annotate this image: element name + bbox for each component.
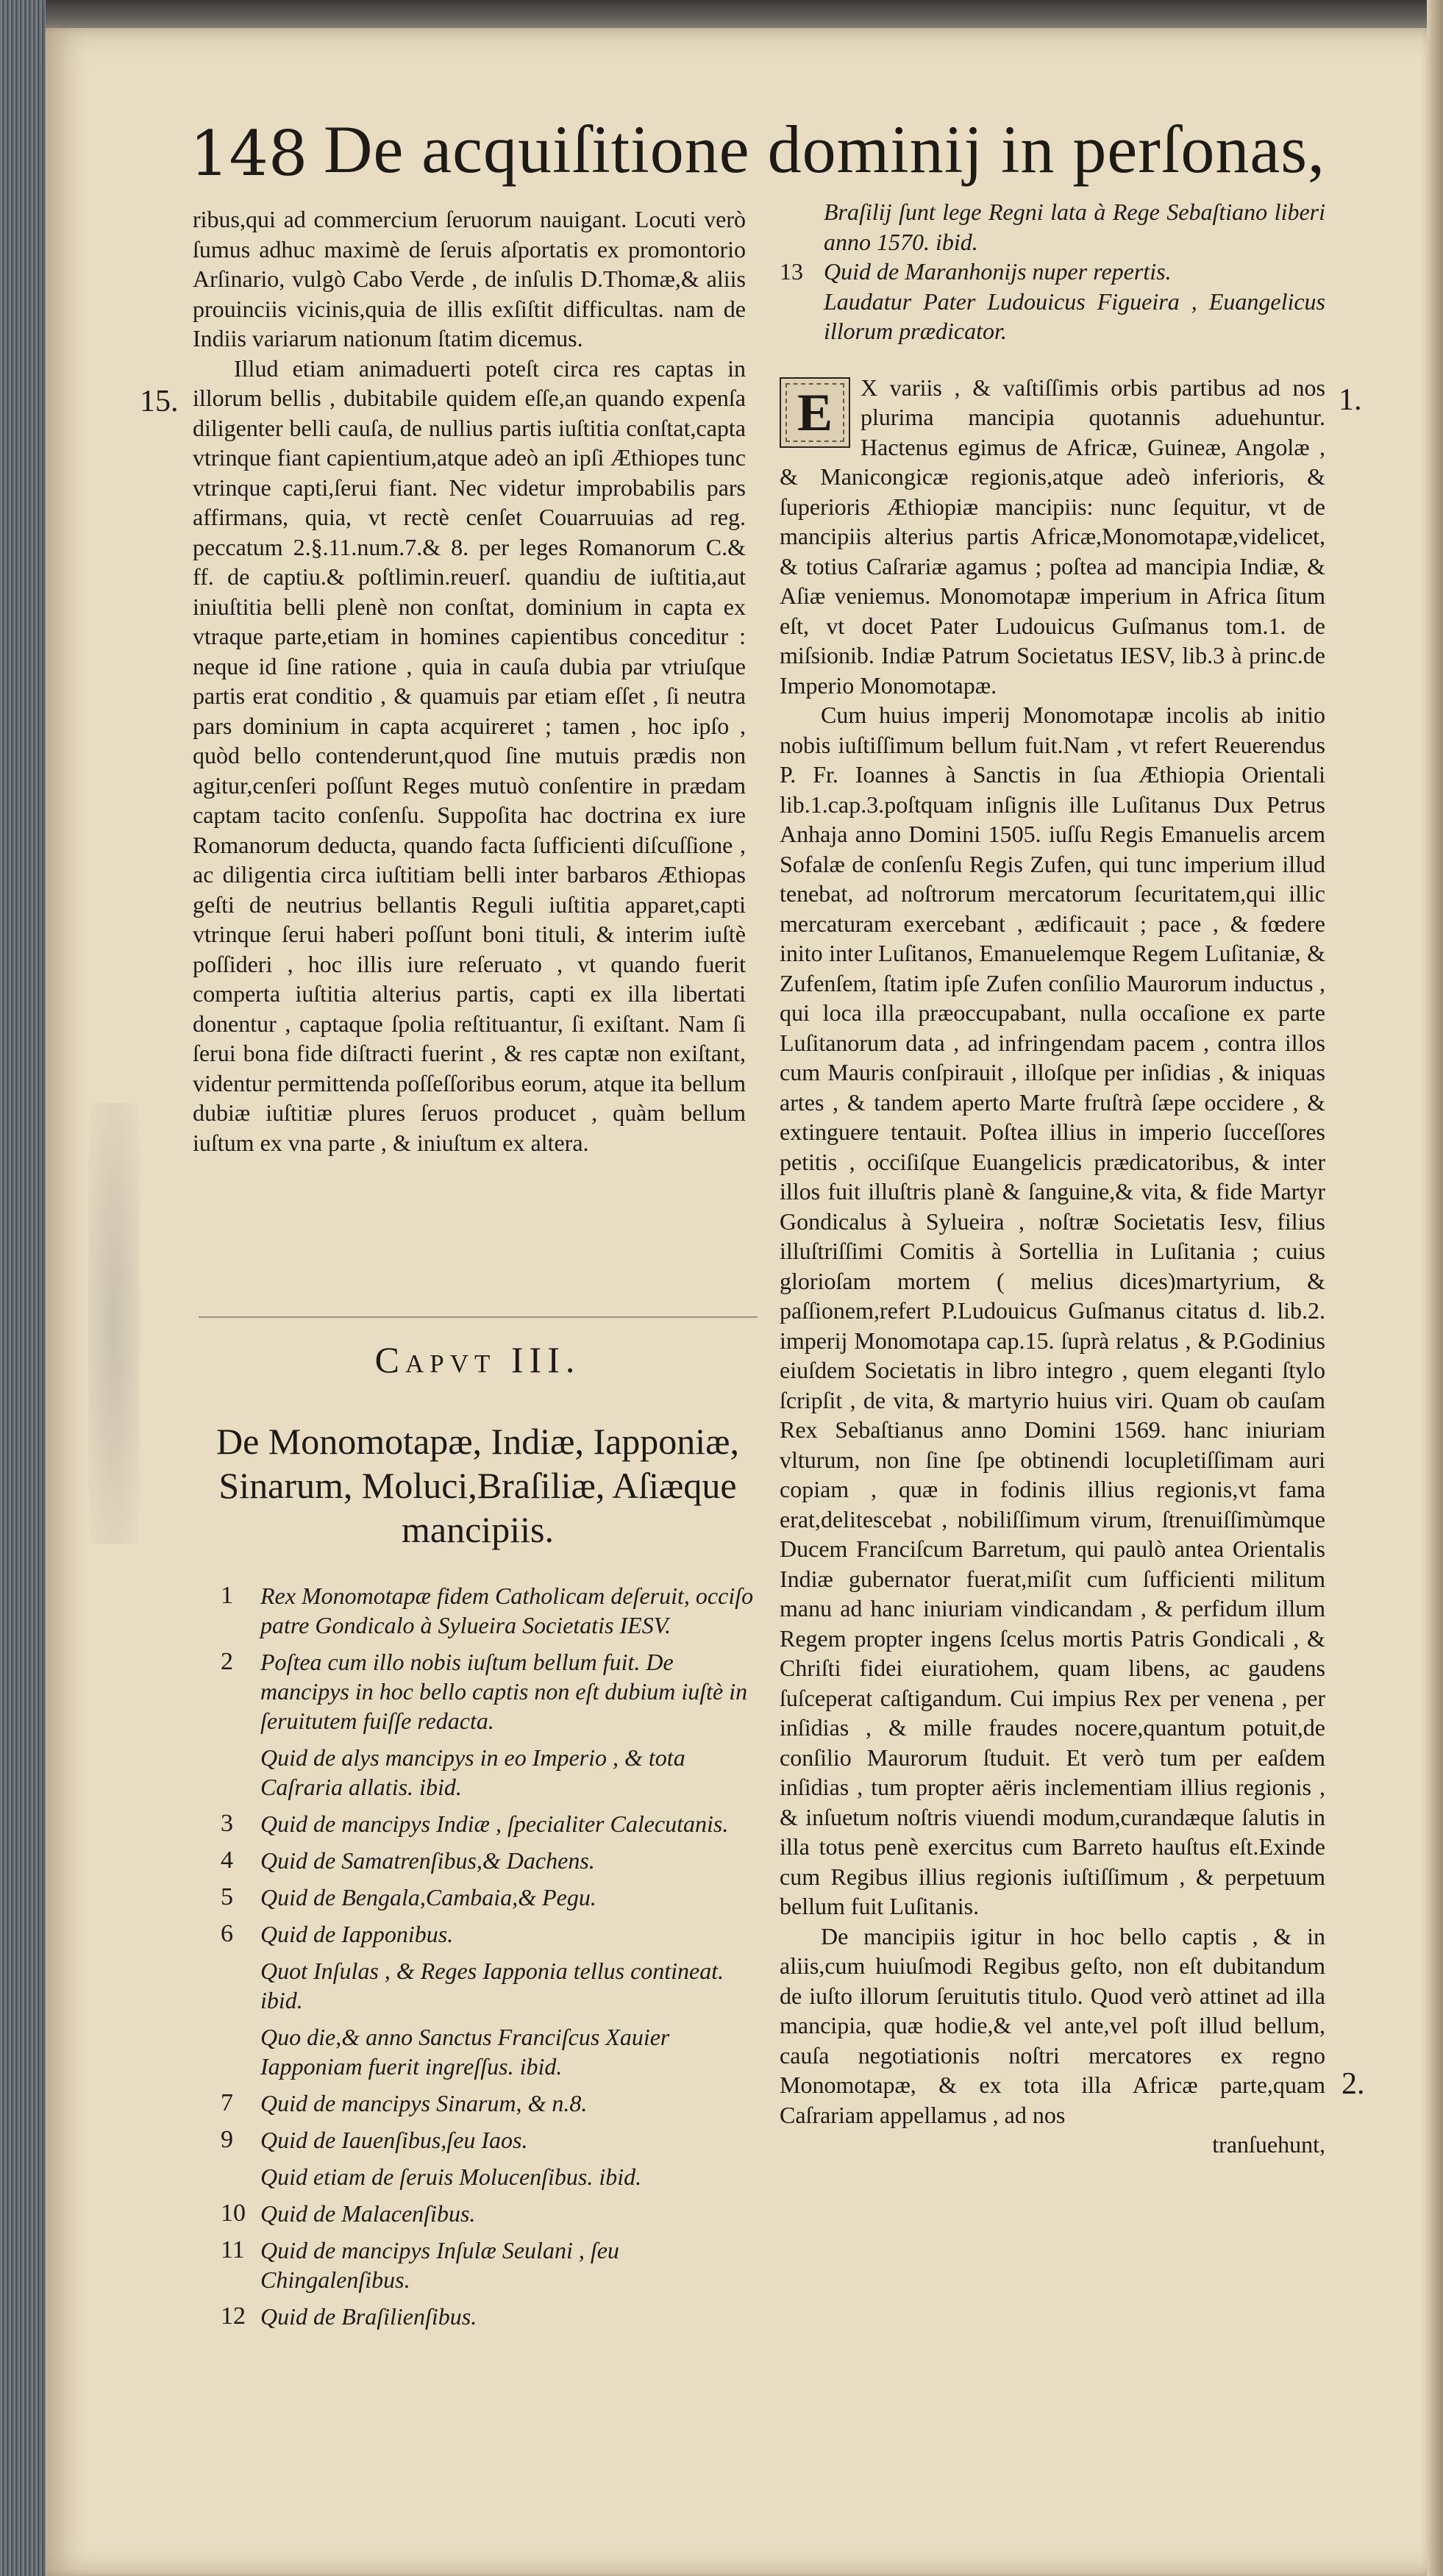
summary-number: 5 <box>221 1883 233 1910</box>
summary-item-13 <box>780 257 1325 287</box>
summary-number: 13 <box>780 258 803 285</box>
right-paragraph-1 <box>780 373 1325 701</box>
summary-number: 12 <box>221 2302 246 2330</box>
summary-number: 4 <box>221 1847 233 1874</box>
summary-item <box>193 1956 763 2015</box>
summary-text: Quid etiam de ſeruis Molucenſibus. ibid. <box>260 2163 642 2190</box>
summary-number: 9 <box>221 2126 233 2153</box>
summary-text: Quid de Braſilienſibus. <box>260 2303 477 2330</box>
summary-item <box>193 1919 763 1949</box>
summary-text: Quid de Malacenſibus. <box>260 2200 476 2227</box>
summary-text: Quid de Iapponibus. <box>260 1921 454 1947</box>
summary-number: 1 <box>221 1582 233 1609</box>
summary-item <box>193 1581 763 1640</box>
summary-item <box>193 2022 763 2081</box>
chapter-heading: Capvt III. <box>374 1339 581 1380</box>
margin-number-2: 2. <box>1342 2067 1365 2101</box>
chapter-block <box>193 1338 763 2338</box>
summary-item <box>193 2162 763 2191</box>
left-column <box>193 204 746 1157</box>
summary-text: Quid de mancipys Indiæ , ſpecialiter Calecutanis. <box>260 1810 729 1837</box>
chapter-divider <box>199 1316 758 1318</box>
book-fore-edge <box>0 0 46 2576</box>
page-stain <box>88 1103 140 1544</box>
chapter-summary-list <box>193 1581 763 2331</box>
page-right-shadow <box>1427 0 1443 2576</box>
left-paragraph-top: ribus,qui ad commercium ſeruorum nauigant. Locuti verò ſumus adhuc maximè de ſeruis aſportatis ex promontorio Arſinario, vulgò Cabo Verde , de inſulis D.Thomæ,& aliis prouinciis vicinis,quia de illis exſiſtit difficultas. nam de Indiis variarum nationum ſtatim dicemus. <box>193 206 746 352</box>
summary-text: Quot Inſulas , & Reges Iapponia tellus contineat. ibid. <box>260 1958 724 2013</box>
summary-number: 2 <box>221 1648 233 1675</box>
summary-text: Quid de mancipys Inſulæ Seulani , ſeu Chingalenſibus. <box>260 2237 619 2293</box>
summary-item <box>193 1647 763 1735</box>
summary-text: Quid de Maranhonijs nuper repertis. <box>824 258 1172 285</box>
page-number: 148 <box>190 118 308 190</box>
summary-text: Quid de Iauenſibus,ſeu Iaos. <box>260 2127 528 2153</box>
summary-text: Rex Monomotapæ fidem Catholicam deſeruit, occiſo patre Gondicalo à Sylueira Societatis IESV. <box>260 1583 754 1638</box>
chapter-subtitle: De Monomotapæ, Indiæ, Iapponiæ, Sinarum, Moluci,Braſiliæ, Aſiæque mancipiis. <box>215 1421 740 1550</box>
summary-item <box>193 2199 763 2228</box>
paragraph-text: X variis , & vaſtiſſimis orbis partibus ad nos plurima mancipia quotannis aduehuntur. Hactenus egimus de Africæ, Guineæ, Angolæ , & Manicongicæ regionis,atque adeò inferioris, & ſuperioris Æthiopiæ mancipiis: nunc ſequitur, vt de mancipiis alterius partis Africæ,Monomotapæ,videlicet, & totius Caſrariæ agamus ; poſtea ad mancipia Indiæ, & Aſiæ veniemus. Monomotapæ imperium in Africa ſitum eſt, vt docet Pater Ludouicus Guſmanus tom.1. de miſsionib. Indiæ Patrum Societatus IESV, lib.3 à princ.de Imperio Monomotapæ. <box>780 374 1325 699</box>
summary-item <box>193 2088 763 2118</box>
summary-item <box>193 2236 763 2294</box>
summary-item <box>193 2125 763 2155</box>
summary-text: Quid de alys mancipys in eo Imperio , & tota Caſraria allatis. ibid. <box>260 1744 685 1800</box>
summary-item <box>193 1846 763 1875</box>
right-paragraph-2: Cum huius imperij Monomotapæ incolis ab initio nobis iuſtiſſimum bellum fuit.Nam , vt refert Reuerendus P. Fr. Ioannes à Sanctis in ſua Æthiopia Orientali lib.1.cap.3.poſtquam inſignis ille Luſitanus Dux Petrus Anhaja anno Domini 1505. iuſſu Regis Emanuelis arcem Sofalæ de conſenſu Regis Zufen, qui tunc imperium illud tenebat, ad noſtrorum mercatorum ſecuritatem,qui illic mercaturam exercebant , ædificauit ; pace , & fœdere inito inter Luſitanos, Emanuelemque Regem Luſitaniæ, & Zufenſem, ſtatim ipſe Zufen conſilio Maurorum inductus , qui loca illa præoccupabant, nulla occaſione ex parte Luſitanorum data , ad infringendam pacem , contra illos cum Mauris conſpirauit , illoſque per inſidias , & iniquas artes , & tandem aperto Marte fruſtrà ſæpe occidere , & extinguere tentauit. Poſtea illius in imperio ſucceſſores petitis , occiſiſque Euangelicis prædicatoribus, & inter illos fuit illuſtris planè & ſanguine,& vita, & fide Martyr Gondicalus à Sylueira , noſtræ Societatis Iesv, filius illuſtriſſimi Comitis à Sortellia in Luſitania ; cuius glorioſam mortem ( melius dices)martyrium, & paſſionem,refert P.Ludouicus Guſmanus citatus d. lib.2. imperij Monomotapa cap.15. ſuprà relatus , & P.Godinius eiuſdem Societatis in libro integro , quem eleganti ſtylo ſcripſit , de vita, & martyrio huius viri. Quam ob cauſam Rex Sebaſtianus anno Domini 1569. hanc iniuriam vlturum, non ſine ſpe obtinendi locupletiſſimam auri copiam , quæ in fodinis illius regionis,vt fama erat,delitescebat , nobiliſſimum virum, ſtrenuiſſimùmque Ducem Franciſcum Barretum, qui paulò antea Orientalis Indiæ gubernator fuerat,miſit cum ſufficienti militum manu ad hanc iniuriam vindicandam , & perfidum illum Regem propter ingens ſcelus mortis Patris Gondicali , & Chriſti fidei eiuratiohem, quam libens, ac gaudens ſuſceperat caſtigandum. Cui impius Rex per venena , per inſidias , & mille fraudes nocere,quantum potuit,de conſilio Maurorum ſtuduit. Et verò tum per eaſdem inſidias , tum propter aëris inclementiam illius regionis , & inſuetum noſtris viuendi modum,curandæque ſalutis in illa totus penè exercitus cum Barreto hauſtus eſt.Exinde cum Regibus illius regionis iuſtiſſimum , & perpetuum bellum fuit Luſitanis. <box>780 702 1325 1919</box>
summary-item <box>193 1743 763 1802</box>
margin-number-15: 15. <box>140 385 179 418</box>
right-paragraph-3: De mancipiis igitur in hoc bello captis , & in aliis,cum huiuſmodi Regibus geſto, non eſt dubitandum de iuſto illorum ſeruitutis titulo. Quod verò attinet ad illa mancipia, quæ hodie,& vel ante,vel poſt illud bellum, cauſa negotiationis noſtri mercatores ex regno Monomotapæ, & ex tota illa Africæ parte,quam Caſrariam appellamus , ad nos <box>780 1922 1325 2128</box>
summary-item <box>193 1883 763 1912</box>
left-paragraph-main: Illud etiam animaduerti poteſt circa res captas in illorum bellis , dubitabile quidem eſſe,an quando expenſa diligenter belli cauſa, de nullius partis iuſtitia conſtat,capta vtrinque fiant capientium,atque adeò an ipſi Æthiopes tunc vtrinque capti,ſerui fiant. Nec videtur improbabilis pars affirmans, quia, vt rectè cenſet Couarruuias ad reg. peccatum 2.§.11.num.7.& 8. per leges Romanorum C.& ff. de captiu.& poſtlimin.reuerſ. quandiu de iuſtitia,aut iniuſtitia belli plenè non conſtat, dominium in capta ex vtraque parte,etiam in homines capientibus conceditur : neque id ſine ratione , quia in cauſa dubia par vtriuſque partis erat conditio , & quamuis par etiam eſſet , ſi neutra pars dominium in capta acquireret ; tamen , hoc ipſo , quòd bello contenderunt,quod ſine mutuis prædis non agitur,cenſeri poſſunt Reges mutuò conſentire in prædam captam tacito conſenſu. Suppoſita hac doctrina ex iure Romanorum deducta, quando facta ſufficienti diſcuſſione , ac diligentia circa iuſtitiam belli inter barbaros Æthiopas geſti de neutrius bellantis Reguli iuſtitia apparet,capti vtrinque ſerui haberi poſſunt boni tituli, & interim iuſtè poſſideri , hoc illis iure reſeruato , vt quando fuerit comperta iuſtitia alterius partis, capti ex illa libertati donentur , captaque ſpolia reſtituantur, ſi exiſtant. Nam ſi ſerui bona fide diſtracti fuerint , & res captæ non exiſtant, videntur permittenda poſſeſſoribus eorum, atque ita bellum dubiæ iuſtitiæ plures ſeruos producet , quàm bellum iuſtum ex vna parte , & iniuſtum ex altera. <box>193 354 746 1156</box>
summary-text: Poſtea cum illo nobis iuſtum bellum fuit. De mancipys in hoc bello captis non eſt dubium iuſtè in ſeruitutem fuiſſe redacta. <box>260 1649 748 1734</box>
summary-text: Quo die,& anno Sanctus Franciſcus Xauier Iapponiam fuerit ingreſſus. ibid. <box>260 2024 670 2080</box>
summary-number: 11 <box>221 2236 245 2263</box>
summary-number: 3 <box>221 1810 233 1837</box>
catchword: tranſuehunt, <box>1212 2131 1325 2158</box>
margin-number-1: 1. <box>1339 383 1362 417</box>
summary-item <box>193 1809 763 1838</box>
summary-text: Quid de Bengala,Cambaia,& Pegu. <box>260 1884 596 1910</box>
summary-text: Quid de Samatrenſibus,& Dachens. <box>260 1847 595 1874</box>
summary-number: 6 <box>221 1920 233 1947</box>
summary-continuation: Braſilij ſunt lege Regni lata à Rege Sebaſtiano liberi anno 1570. ibid. <box>824 199 1325 255</box>
running-title: De acquiſitione dominij in perſonas, <box>324 112 1326 187</box>
summary-text: Quid de mancipys Sinarum, & n.8. <box>260 2090 588 2116</box>
decorated-initial: E <box>780 377 850 448</box>
summary-number: 10 <box>221 2199 246 2227</box>
summary-item <box>193 2302 763 2331</box>
summary-item-13-cont: Laudatur Pater Ludouicus Figueira , Euangelicus illorum prædicator. <box>824 288 1325 344</box>
right-column <box>780 197 1325 2160</box>
summary-number: 7 <box>221 2089 233 2116</box>
